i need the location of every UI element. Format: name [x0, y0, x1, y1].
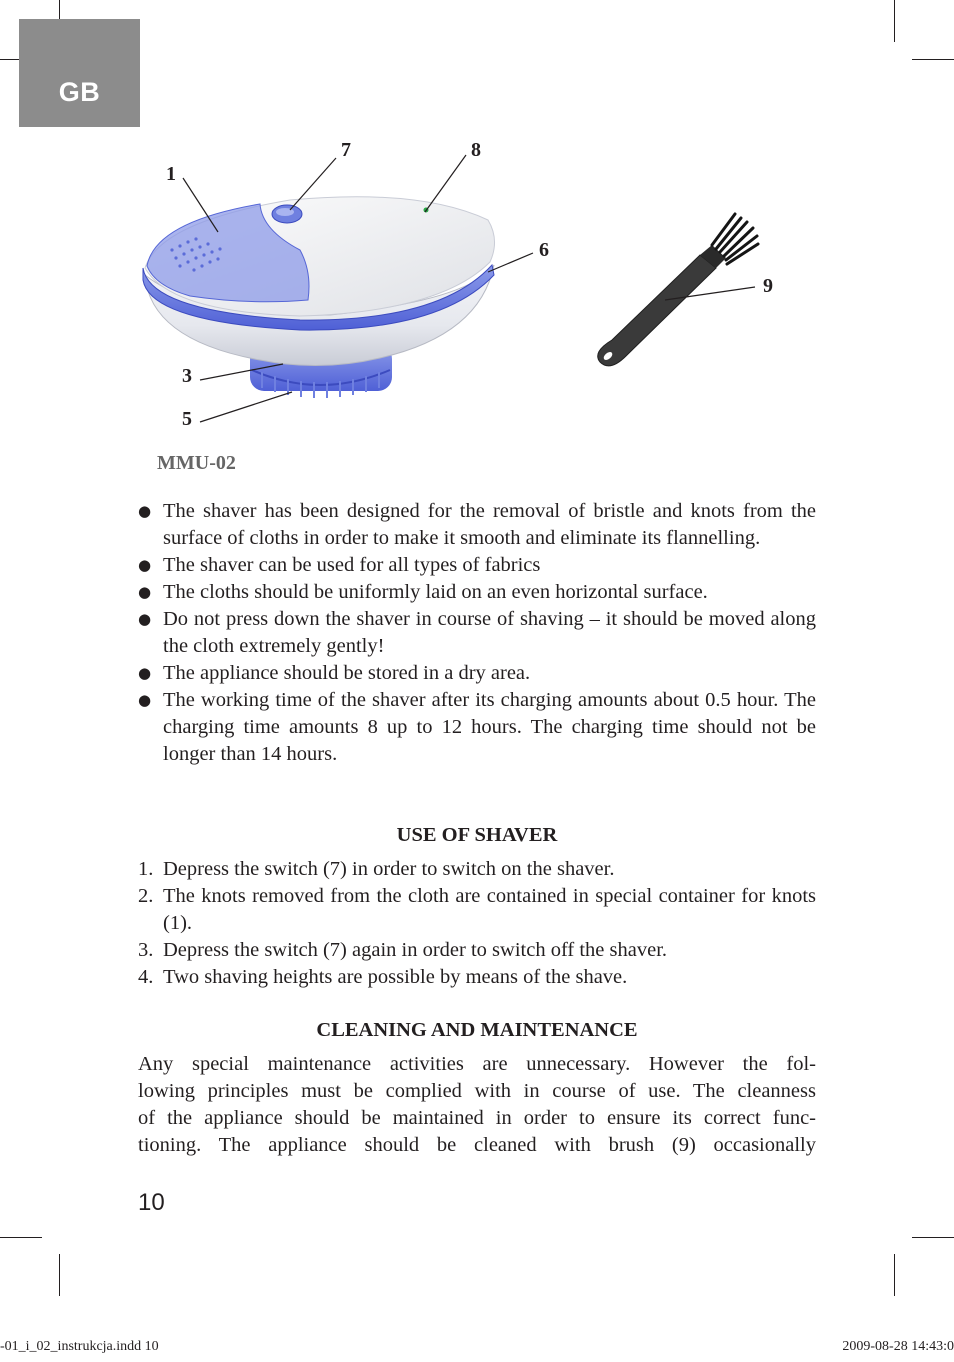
list-item: ● The cloths should be uniformly laid on an even horizontal surface.: [138, 579, 816, 606]
crop-mark: [894, 1254, 895, 1296]
crop-mark: [0, 1237, 42, 1238]
section-heading-cleaning: CLEANING AND MAINTENANCE: [316, 1019, 638, 1041]
list-item: 2. The knots removed from the cloth are contained in special container for knots (1).: [138, 885, 816, 934]
list-item: ● Do not press down the shaver in course of shaving – it should be moved along the cloth extremely gently!: [138, 608, 816, 657]
list-item: ● The appliance should be stored in a dry area.: [138, 660, 816, 687]
section-heading-use: USE OF SHAVER: [396, 824, 558, 846]
timestamp-slug: 2009-08-28 14:43:0: [842, 1339, 954, 1354]
bullet-icon: ●: [138, 556, 152, 574]
bullet-icon: ●: [138, 691, 152, 709]
callout-6: 6: [539, 239, 549, 261]
callout-5: 5: [182, 408, 192, 430]
product-figure: [0, 0, 954, 480]
crop-mark: [59, 1254, 60, 1296]
cleaning-line: of the appliance should be maintained in order to ensure its correct func-: [138, 1107, 816, 1129]
file-slug: -01_i_02_instrukcja.indd 10: [0, 1339, 159, 1354]
list-item: ● The shaver has been designed for the removal of bristle and knots from the surface of cloths in order to make it smooth and eliminate its flannelling.: [138, 500, 816, 549]
callout-7: 7: [341, 139, 351, 161]
bullet-icon: ●: [138, 583, 152, 601]
callout-8: 8: [471, 139, 481, 161]
cleaning-line: tioning. The appliance should be cleaned with brush (9) occasionally: [138, 1134, 816, 1156]
use-steps: [138, 856, 816, 991]
callout-1: 1: [166, 163, 176, 185]
cleaning-line: Any special maintenance activities are unnecessary. However the fol-: [138, 1053, 816, 1075]
page-number: 10: [138, 1189, 165, 1216]
cleaning-line: lowing principles must be complied with in course of use. The cleanness: [138, 1080, 816, 1102]
bullet-icon: ●: [138, 502, 152, 520]
feature-list: [138, 498, 816, 768]
callout-9: 9: [763, 275, 773, 297]
bullet-icon: ●: [138, 610, 152, 628]
list-item: 3. Depress the switch (7) again in order to switch off the shaver.: [138, 939, 668, 961]
list-item: 4. Two shaving heights are possible by means of the shave.: [138, 966, 628, 988]
language-tab-label: GB: [58, 77, 101, 107]
callout-3: 3: [182, 365, 192, 387]
power-switch: [272, 205, 302, 223]
list-item: ● The shaver can be used for all types of fabrics: [138, 552, 816, 579]
list-item: ● The working time of the shaver after its charging amounts about 0.5 hour. The charging time amounts 8 up to 12 hours. The charging time should not be longer than 14 hours.: [138, 689, 816, 765]
list-item: 1. Depress the switch (7) in order to switch on the shaver.: [138, 858, 615, 880]
crop-mark: [912, 1237, 954, 1238]
model-name: MMU-02: [157, 452, 236, 474]
bullet-icon: ●: [138, 664, 152, 682]
